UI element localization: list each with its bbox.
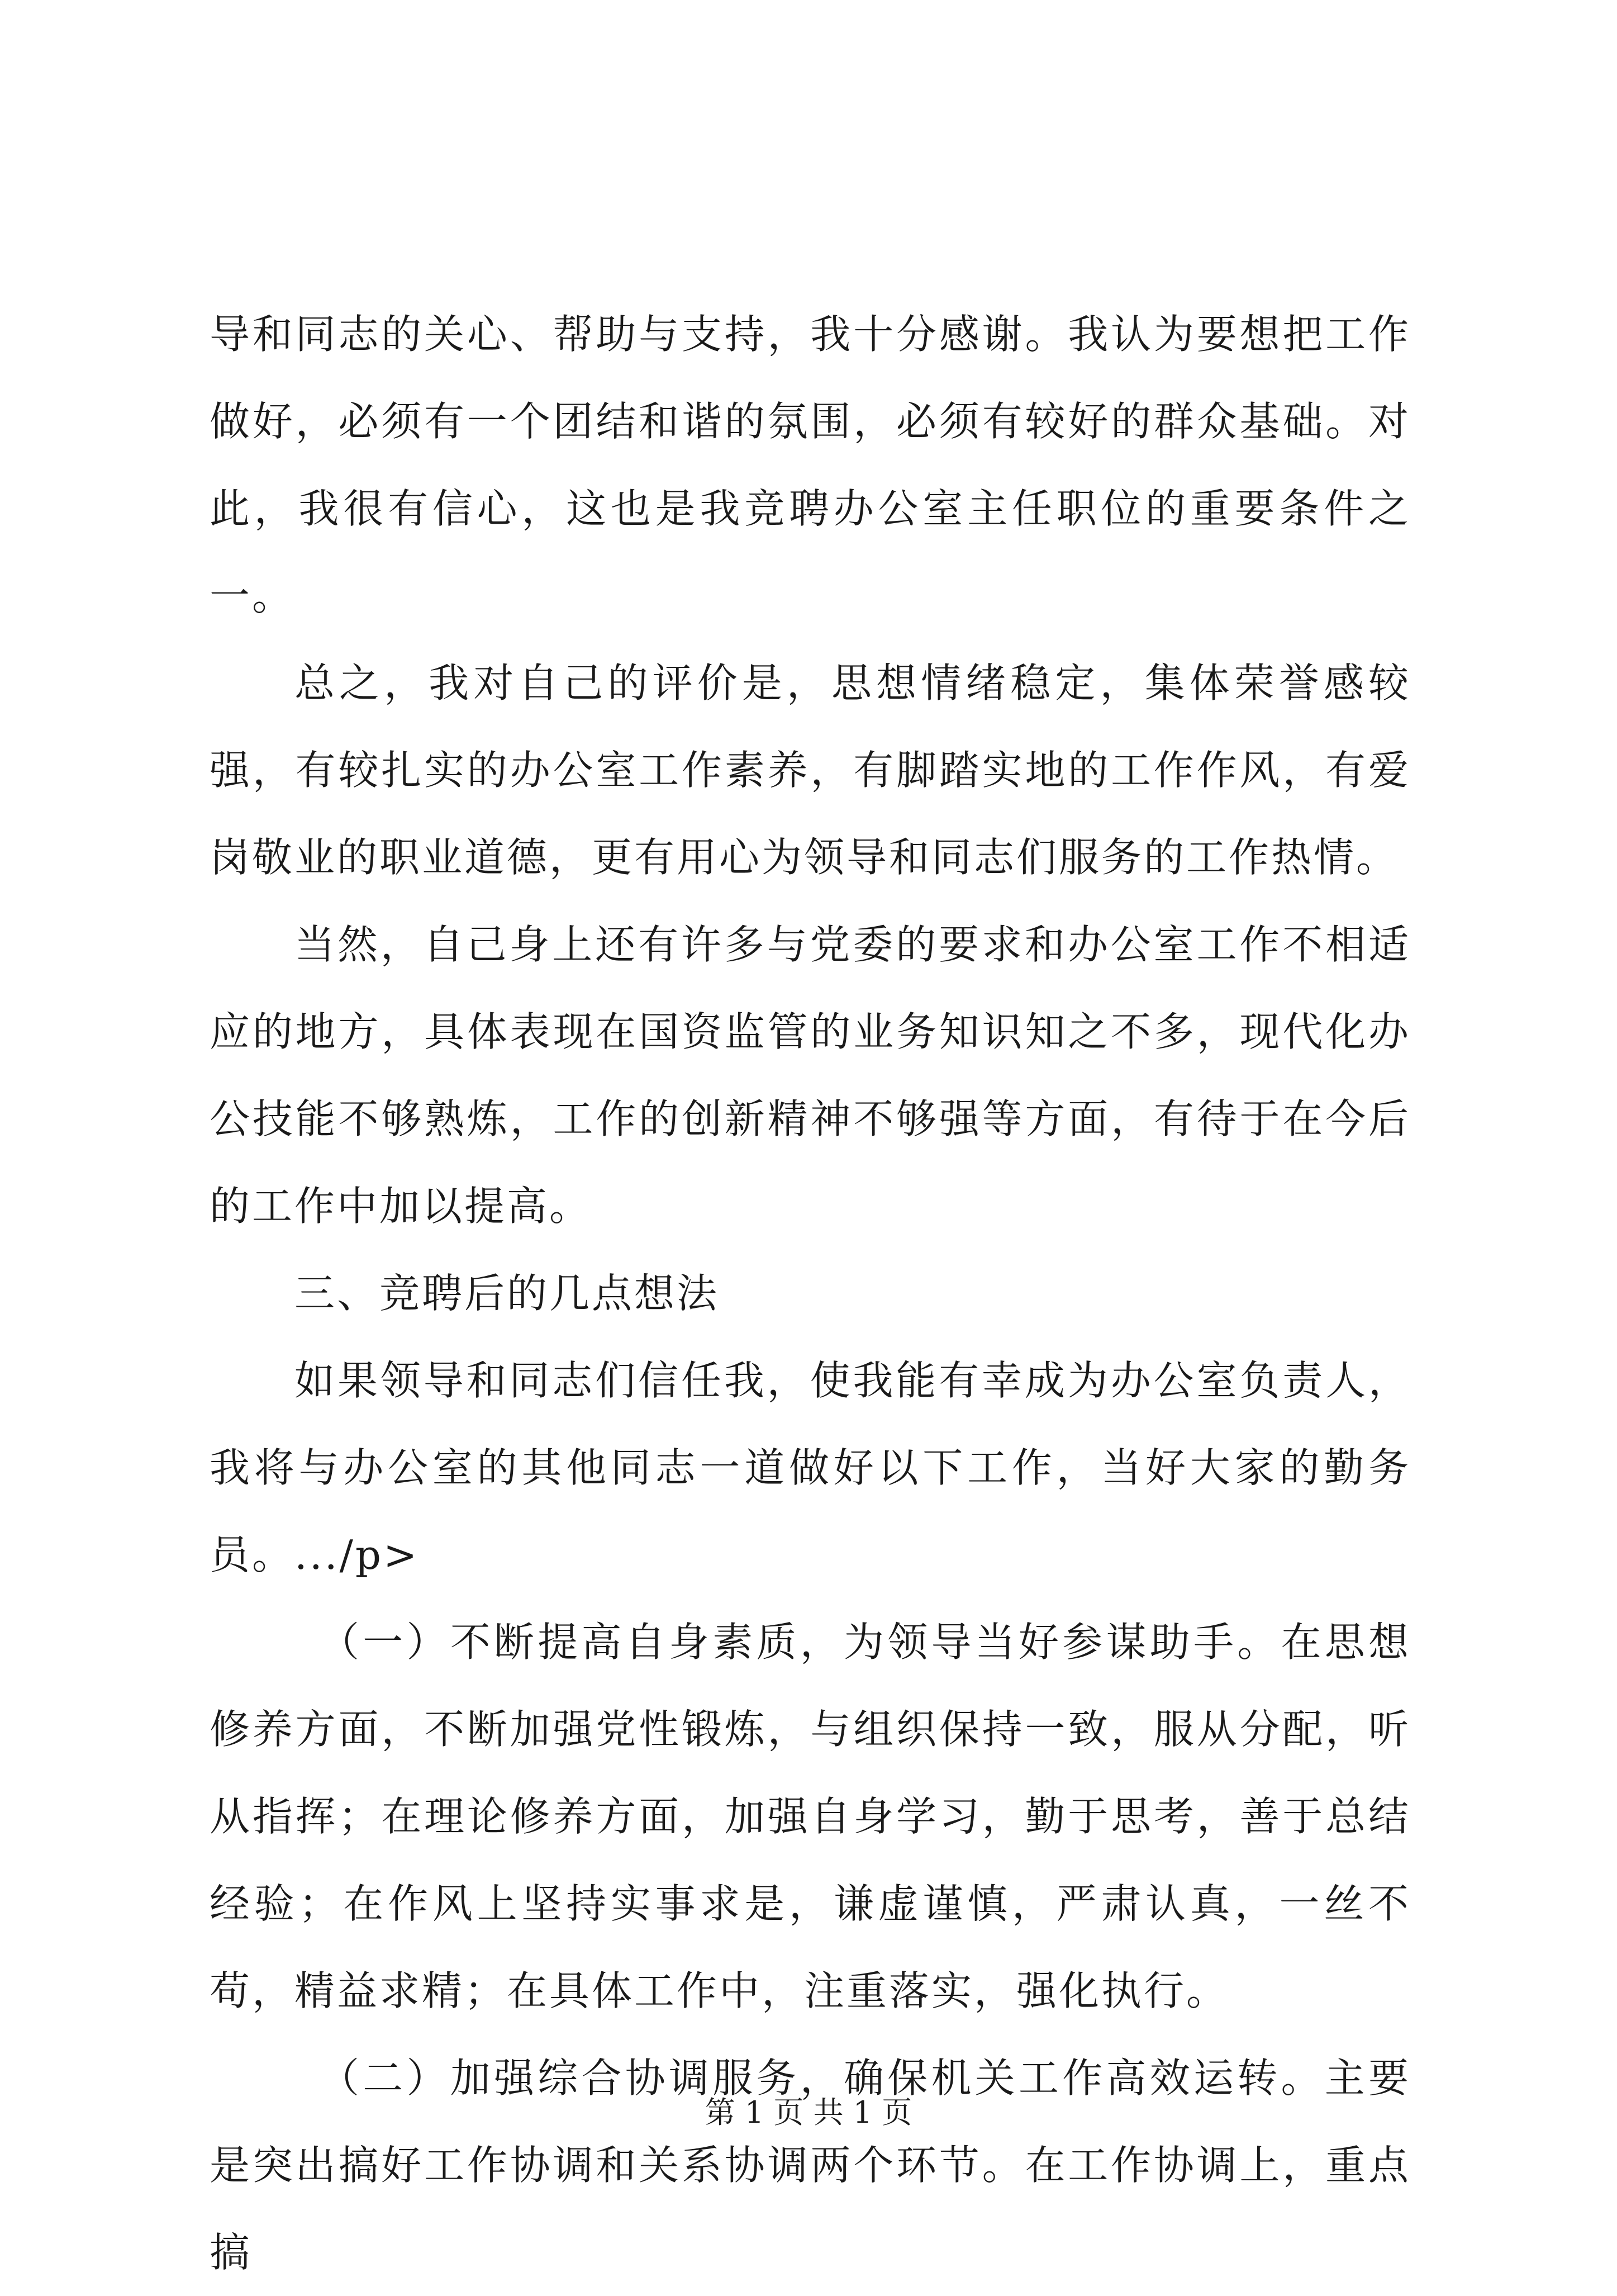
paragraph-continuation: 导和同志的关心、帮助与支持，我十分感谢。我认为要想把工作做好，必须有一个团结和谐的氛围，必须有较好的群众基础。对此，我很有信心，这也是我竞聘办公室主任职位的重要条件之一。: [210, 311, 1411, 619]
paragraph-intro: 如果领导和同志们信任我，使我能有幸成为办公室负责人，我将与办公室的其他同志一道做好以下工作，当好大家的勤务员。.../p>: [210, 1357, 1411, 1578]
page-footer: 第 1 页 共 1 页: [705, 2095, 912, 2130]
paragraph-item-1: （一）不断提高自身素质，为领导当好参谋助手。在思想修养方面，不断加强党性锻炼，与组织保持一致，服从分配，听从指挥；在理论修养方面，加强自身学习，勤于思考，善于总结经验；在作风上坚持实事求是，谦虚谨慎，严肃认真，一丝不苟，精益求精；在具体工作中，注重落实，强化执行。: [210, 1619, 1411, 2014]
document-body: [210, 291, 1411, 2296]
paragraph-item-2: （二）加强综合协调服务，确保机关工作高效运转。主要是突出搞好工作协调和关系协调两个环节。在工作协调上，重点搞: [210, 2055, 1411, 2276]
section-heading: 三、竞聘后的几点想法: [294, 1270, 720, 1317]
paragraph-shortcomings: 当然，自己身上还有许多与党委的要求和办公室工作不相适应的地方，具体表现在国资监管的业务知识知之不多，现代化办公技能不够熟炼，工作的创新精神不够强等方面，有待于在今后的工作中加以提高。: [210, 921, 1411, 1230]
paragraph-self-evaluation: 总之，我对自己的评价是，思想情绪稳定，集体荣誉感较强，有较扎实的办公室工作素养，有脚踏实地的工作作风，有爱岗敬业的职业道德，更有用心为领导和同志们服务的工作热情。: [210, 660, 1411, 881]
